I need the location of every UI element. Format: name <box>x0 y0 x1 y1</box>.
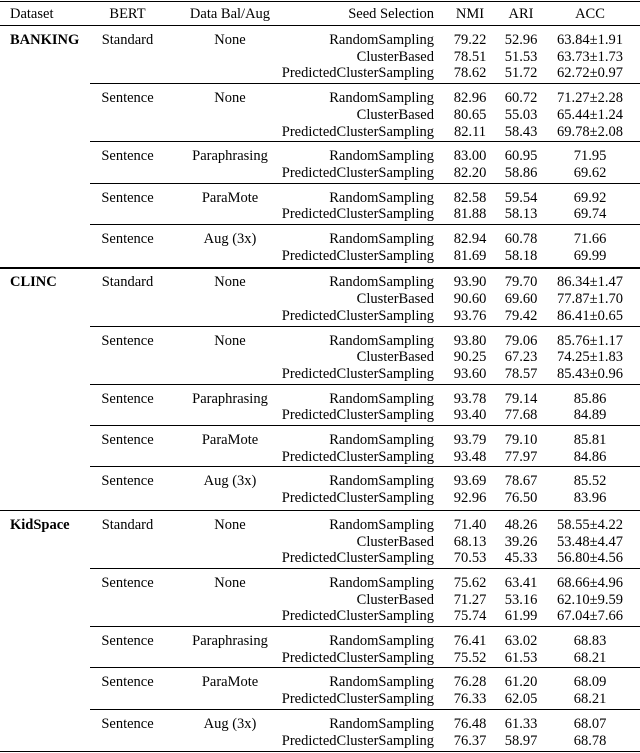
header-data-bal-aug: Data Bal/Aug <box>189 6 271 22</box>
ari-cell: 48.26 <box>504 516 538 533</box>
bert-cell: Sentence <box>101 90 154 107</box>
acc-cell: 85.52 <box>573 473 607 490</box>
ari-cell: 62.05 <box>504 691 538 708</box>
acc-cell: 68.83 <box>573 633 607 649</box>
acc-cell: 63.73±1.73 <box>557 48 623 65</box>
data-bal-aug-cell: ParaMote <box>201 189 259 206</box>
acc-cell: 65.44±1.24 <box>557 106 623 123</box>
ari-cell: 53.16 <box>504 591 538 608</box>
ari-cell: 58.13 <box>504 206 538 223</box>
nmi-cell: 93.40 <box>453 407 487 424</box>
nmi-cell: 93.90 <box>453 274 487 291</box>
ari-cell: 60.95 <box>504 148 538 165</box>
bert-cell: Sentence <box>101 633 154 649</box>
dataset-name: CLINC <box>10 274 57 291</box>
nmi-cell: 71.40 <box>453 516 487 533</box>
data-bal-aug-cell: Paraphrasing <box>192 148 268 165</box>
seed-selection-cell: PredictedClusterSampling <box>281 407 434 424</box>
nmi-cell: 76.41 <box>453 633 487 649</box>
ari-cell: 58.86 <box>504 164 538 181</box>
nmi-cell: 93.60 <box>453 365 487 382</box>
group-rule <box>90 425 640 426</box>
seed-selection-cell: ClusterBased <box>356 349 434 366</box>
nmi-cell: 76.28 <box>453 674 487 691</box>
ari-cell: 61.20 <box>504 674 538 691</box>
nmi-cell: 82.11 <box>453 123 487 140</box>
bert-cell: Sentence <box>101 332 154 349</box>
acc-cell: 53.48±4.47 <box>557 533 623 550</box>
seed-selection-cell: RandomSampling <box>329 390 434 407</box>
ari-cell: 63.02 <box>504 633 538 649</box>
nmi-cell: 78.62 <box>453 65 487 82</box>
ari-cell: 52.96 <box>504 32 538 48</box>
header-acc: ACC <box>575 6 605 22</box>
nmi-cell: 76.37 <box>453 732 487 749</box>
ari-cell: 67.23 <box>504 349 538 366</box>
nmi-cell: 81.69 <box>453 247 487 264</box>
seed-selection-cell: PredictedClusterSampling <box>281 365 434 382</box>
acc-cell: 85.86 <box>573 390 607 407</box>
bert-cell: Standard <box>101 32 154 48</box>
acc-cell: 85.43±0.96 <box>557 365 623 382</box>
bert-cell: Sentence <box>101 231 154 247</box>
seed-selection-cell: PredictedClusterSampling <box>281 732 434 749</box>
seed-selection-cell: PredictedClusterSampling <box>281 608 434 625</box>
acc-cell: 83.96 <box>573 490 607 507</box>
seed-selection-cell: RandomSampling <box>329 473 434 490</box>
nmi-cell: 68.13 <box>453 533 487 550</box>
group-rule <box>90 224 640 225</box>
ari-cell: 61.53 <box>504 649 538 666</box>
nmi-cell: 93.79 <box>453 432 487 448</box>
group-rule <box>90 183 640 184</box>
ari-cell: 79.06 <box>504 332 538 349</box>
ari-cell: 76.50 <box>504 490 538 507</box>
seed-selection-cell: RandomSampling <box>329 148 434 165</box>
bert-cell: Sentence <box>101 715 154 732</box>
dataset-rule <box>0 510 640 511</box>
nmi-cell: 76.48 <box>453 715 487 732</box>
seed-selection-cell: PredictedClusterSampling <box>281 691 434 708</box>
nmi-cell: 82.94 <box>453 231 487 247</box>
seed-selection-cell: ClusterBased <box>356 291 434 308</box>
bert-cell: Sentence <box>101 473 154 490</box>
acc-cell: 84.86 <box>573 448 607 465</box>
nmi-cell: 93.76 <box>453 307 487 324</box>
nmi-cell: 82.20 <box>453 164 487 181</box>
acc-cell: 71.95 <box>573 148 607 165</box>
seed-selection-cell: PredictedClusterSampling <box>281 649 434 666</box>
bert-cell: Sentence <box>101 432 154 448</box>
acc-cell: 86.41±0.65 <box>557 307 623 324</box>
ari-cell: 58.97 <box>504 732 538 749</box>
nmi-cell: 90.25 <box>453 349 487 366</box>
top-rule <box>0 1 640 2</box>
acc-cell: 63.84±1.91 <box>557 32 623 48</box>
ari-cell: 79.42 <box>504 307 538 324</box>
ari-cell: 79.70 <box>504 274 538 291</box>
ari-cell: 51.53 <box>504 48 538 65</box>
acc-cell: 58.55±4.22 <box>557 516 623 533</box>
dataset-rule <box>0 267 640 268</box>
acc-cell: 71.27±2.28 <box>557 90 623 107</box>
nmi-cell: 70.53 <box>453 550 487 567</box>
acc-cell: 69.78±2.08 <box>557 123 623 140</box>
seed-selection-cell: PredictedClusterSampling <box>281 164 434 181</box>
data-bal-aug-cell: Paraphrasing <box>192 633 268 649</box>
dataset-name: KidSpace <box>10 516 70 533</box>
seed-selection-cell: RandomSampling <box>329 633 434 649</box>
header-ari: ARI <box>508 6 534 22</box>
ari-cell: 79.14 <box>504 390 538 407</box>
nmi-cell: 93.48 <box>453 448 487 465</box>
dataset-rule <box>0 25 640 26</box>
header-dataset: Dataset <box>10 6 54 22</box>
data-bal-aug-cell: Aug (3x) <box>203 231 257 247</box>
data-bal-aug-cell: None <box>214 32 246 48</box>
nmi-cell: 80.65 <box>453 106 487 123</box>
group-rule <box>90 384 640 385</box>
group-rule <box>90 141 640 142</box>
nmi-cell: 93.80 <box>453 332 487 349</box>
nmi-cell: 92.96 <box>453 490 487 507</box>
acc-cell: 69.74 <box>573 206 607 223</box>
seed-selection-cell: PredictedClusterSampling <box>281 307 434 324</box>
seed-selection-cell: PredictedClusterSampling <box>281 490 434 507</box>
header-nmi: NMI <box>455 6 485 22</box>
acc-cell: 74.25±1.83 <box>557 349 623 366</box>
ari-cell: 58.43 <box>504 123 538 140</box>
acc-cell: 68.66±4.96 <box>557 574 623 591</box>
ari-cell: 69.60 <box>504 291 538 308</box>
acc-cell: 68.78 <box>573 732 607 749</box>
group-rule <box>90 326 640 327</box>
group-rule <box>90 709 640 710</box>
seed-selection-cell: RandomSampling <box>329 332 434 349</box>
ari-cell: 60.78 <box>504 231 538 247</box>
ari-cell: 78.67 <box>504 473 538 490</box>
acc-cell: 68.21 <box>573 691 607 708</box>
dataset-name: BANKING <box>10 32 80 48</box>
data-bal-aug-cell: Aug (3x) <box>203 473 257 490</box>
acc-cell: 68.21 <box>573 649 607 666</box>
bert-cell: Sentence <box>101 574 154 591</box>
acc-cell: 69.99 <box>573 247 607 264</box>
seed-selection-cell: PredictedClusterSampling <box>281 206 434 223</box>
bottom-rule <box>0 751 640 752</box>
acc-cell: 85.81 <box>573 432 607 448</box>
seed-selection-cell: ClusterBased <box>356 591 434 608</box>
nmi-cell: 79.22 <box>453 32 487 48</box>
acc-cell: 71.66 <box>573 231 607 247</box>
nmi-cell: 90.60 <box>453 291 487 308</box>
acc-cell: 69.92 <box>573 189 607 206</box>
data-bal-aug-cell: None <box>214 274 246 291</box>
acc-cell: 69.62 <box>573 164 607 181</box>
header-seed-selection: Seed Selection <box>348 6 434 22</box>
ari-cell: 45.33 <box>504 550 538 567</box>
acc-cell: 84.89 <box>573 407 607 424</box>
seed-selection-cell: PredictedClusterSampling <box>281 123 434 140</box>
data-bal-aug-cell: None <box>214 516 246 533</box>
ari-cell: 61.33 <box>504 715 538 732</box>
seed-selection-cell: RandomSampling <box>329 274 434 291</box>
seed-selection-cell: PredictedClusterSampling <box>281 247 434 264</box>
nmi-cell: 93.69 <box>453 473 487 490</box>
data-bal-aug-cell: ParaMote <box>201 674 259 691</box>
data-bal-aug-cell: Paraphrasing <box>192 390 268 407</box>
nmi-cell: 75.74 <box>453 608 487 625</box>
acc-cell: 56.80±4.56 <box>557 550 623 567</box>
bert-cell: Standard <box>101 516 154 533</box>
ari-cell: 78.57 <box>504 365 538 382</box>
seed-selection-cell: RandomSampling <box>329 90 434 107</box>
nmi-cell: 82.96 <box>453 90 487 107</box>
seed-selection-cell: RandomSampling <box>329 32 434 48</box>
bert-cell: Sentence <box>101 390 154 407</box>
ari-cell: 79.10 <box>504 432 538 448</box>
seed-selection-cell: ClusterBased <box>356 533 434 550</box>
acc-cell: 67.04±7.66 <box>557 608 623 625</box>
seed-selection-cell: RandomSampling <box>329 715 434 732</box>
nmi-cell: 71.27 <box>453 591 487 608</box>
bert-cell: Sentence <box>101 189 154 206</box>
nmi-cell: 75.52 <box>453 649 487 666</box>
acc-cell: 77.87±1.70 <box>557 291 623 308</box>
nmi-cell: 78.51 <box>453 48 487 65</box>
data-bal-aug-cell: None <box>214 574 246 591</box>
seed-selection-cell: PredictedClusterSampling <box>281 550 434 567</box>
seed-selection-cell: RandomSampling <box>329 674 434 691</box>
data-bal-aug-cell: ParaMote <box>201 432 259 448</box>
ari-cell: 58.18 <box>504 247 538 264</box>
ari-cell: 63.41 <box>504 574 538 591</box>
nmi-cell: 76.33 <box>453 691 487 708</box>
seed-selection-cell: ClusterBased <box>356 48 434 65</box>
seed-selection-cell: RandomSampling <box>329 574 434 591</box>
nmi-cell: 82.58 <box>453 189 487 206</box>
seed-selection-cell: PredictedClusterSampling <box>281 65 434 82</box>
seed-selection-cell: RandomSampling <box>329 189 434 206</box>
acc-cell: 62.72±0.97 <box>557 65 623 82</box>
data-bal-aug-cell: None <box>214 90 246 107</box>
header-bert: BERT <box>109 6 146 22</box>
nmi-cell: 75.62 <box>453 574 487 591</box>
group-rule <box>90 83 640 84</box>
ari-cell: 55.03 <box>504 106 538 123</box>
bert-cell: Sentence <box>101 148 154 165</box>
nmi-cell: 83.00 <box>453 148 487 165</box>
bert-cell: Standard <box>101 274 154 291</box>
ari-cell: 77.97 <box>504 448 538 465</box>
ari-cell: 60.72 <box>504 90 538 107</box>
bert-cell: Sentence <box>101 674 154 691</box>
acc-cell: 62.10±9.59 <box>557 591 623 608</box>
ari-cell: 61.99 <box>504 608 538 625</box>
seed-selection-cell: PredictedClusterSampling <box>281 448 434 465</box>
acc-cell: 85.76±1.17 <box>557 332 623 349</box>
acc-cell: 86.34±1.47 <box>557 274 623 291</box>
seed-selection-cell: RandomSampling <box>329 516 434 533</box>
ari-cell: 77.68 <box>504 407 538 424</box>
group-rule <box>90 466 640 467</box>
ari-cell: 59.54 <box>504 189 538 206</box>
acc-cell: 68.09 <box>573 674 607 691</box>
group-rule <box>90 568 640 569</box>
data-bal-aug-cell: None <box>214 332 246 349</box>
seed-selection-cell: RandomSampling <box>329 231 434 247</box>
data-bal-aug-cell: Aug (3x) <box>203 715 257 732</box>
group-rule <box>90 667 640 668</box>
nmi-cell: 81.88 <box>453 206 487 223</box>
nmi-cell: 93.78 <box>453 390 487 407</box>
acc-cell: 68.07 <box>573 715 607 732</box>
ari-cell: 51.72 <box>504 65 538 82</box>
seed-selection-cell: ClusterBased <box>356 106 434 123</box>
group-rule <box>90 626 640 627</box>
ari-cell: 39.26 <box>504 533 538 550</box>
seed-selection-cell: RandomSampling <box>329 432 434 448</box>
